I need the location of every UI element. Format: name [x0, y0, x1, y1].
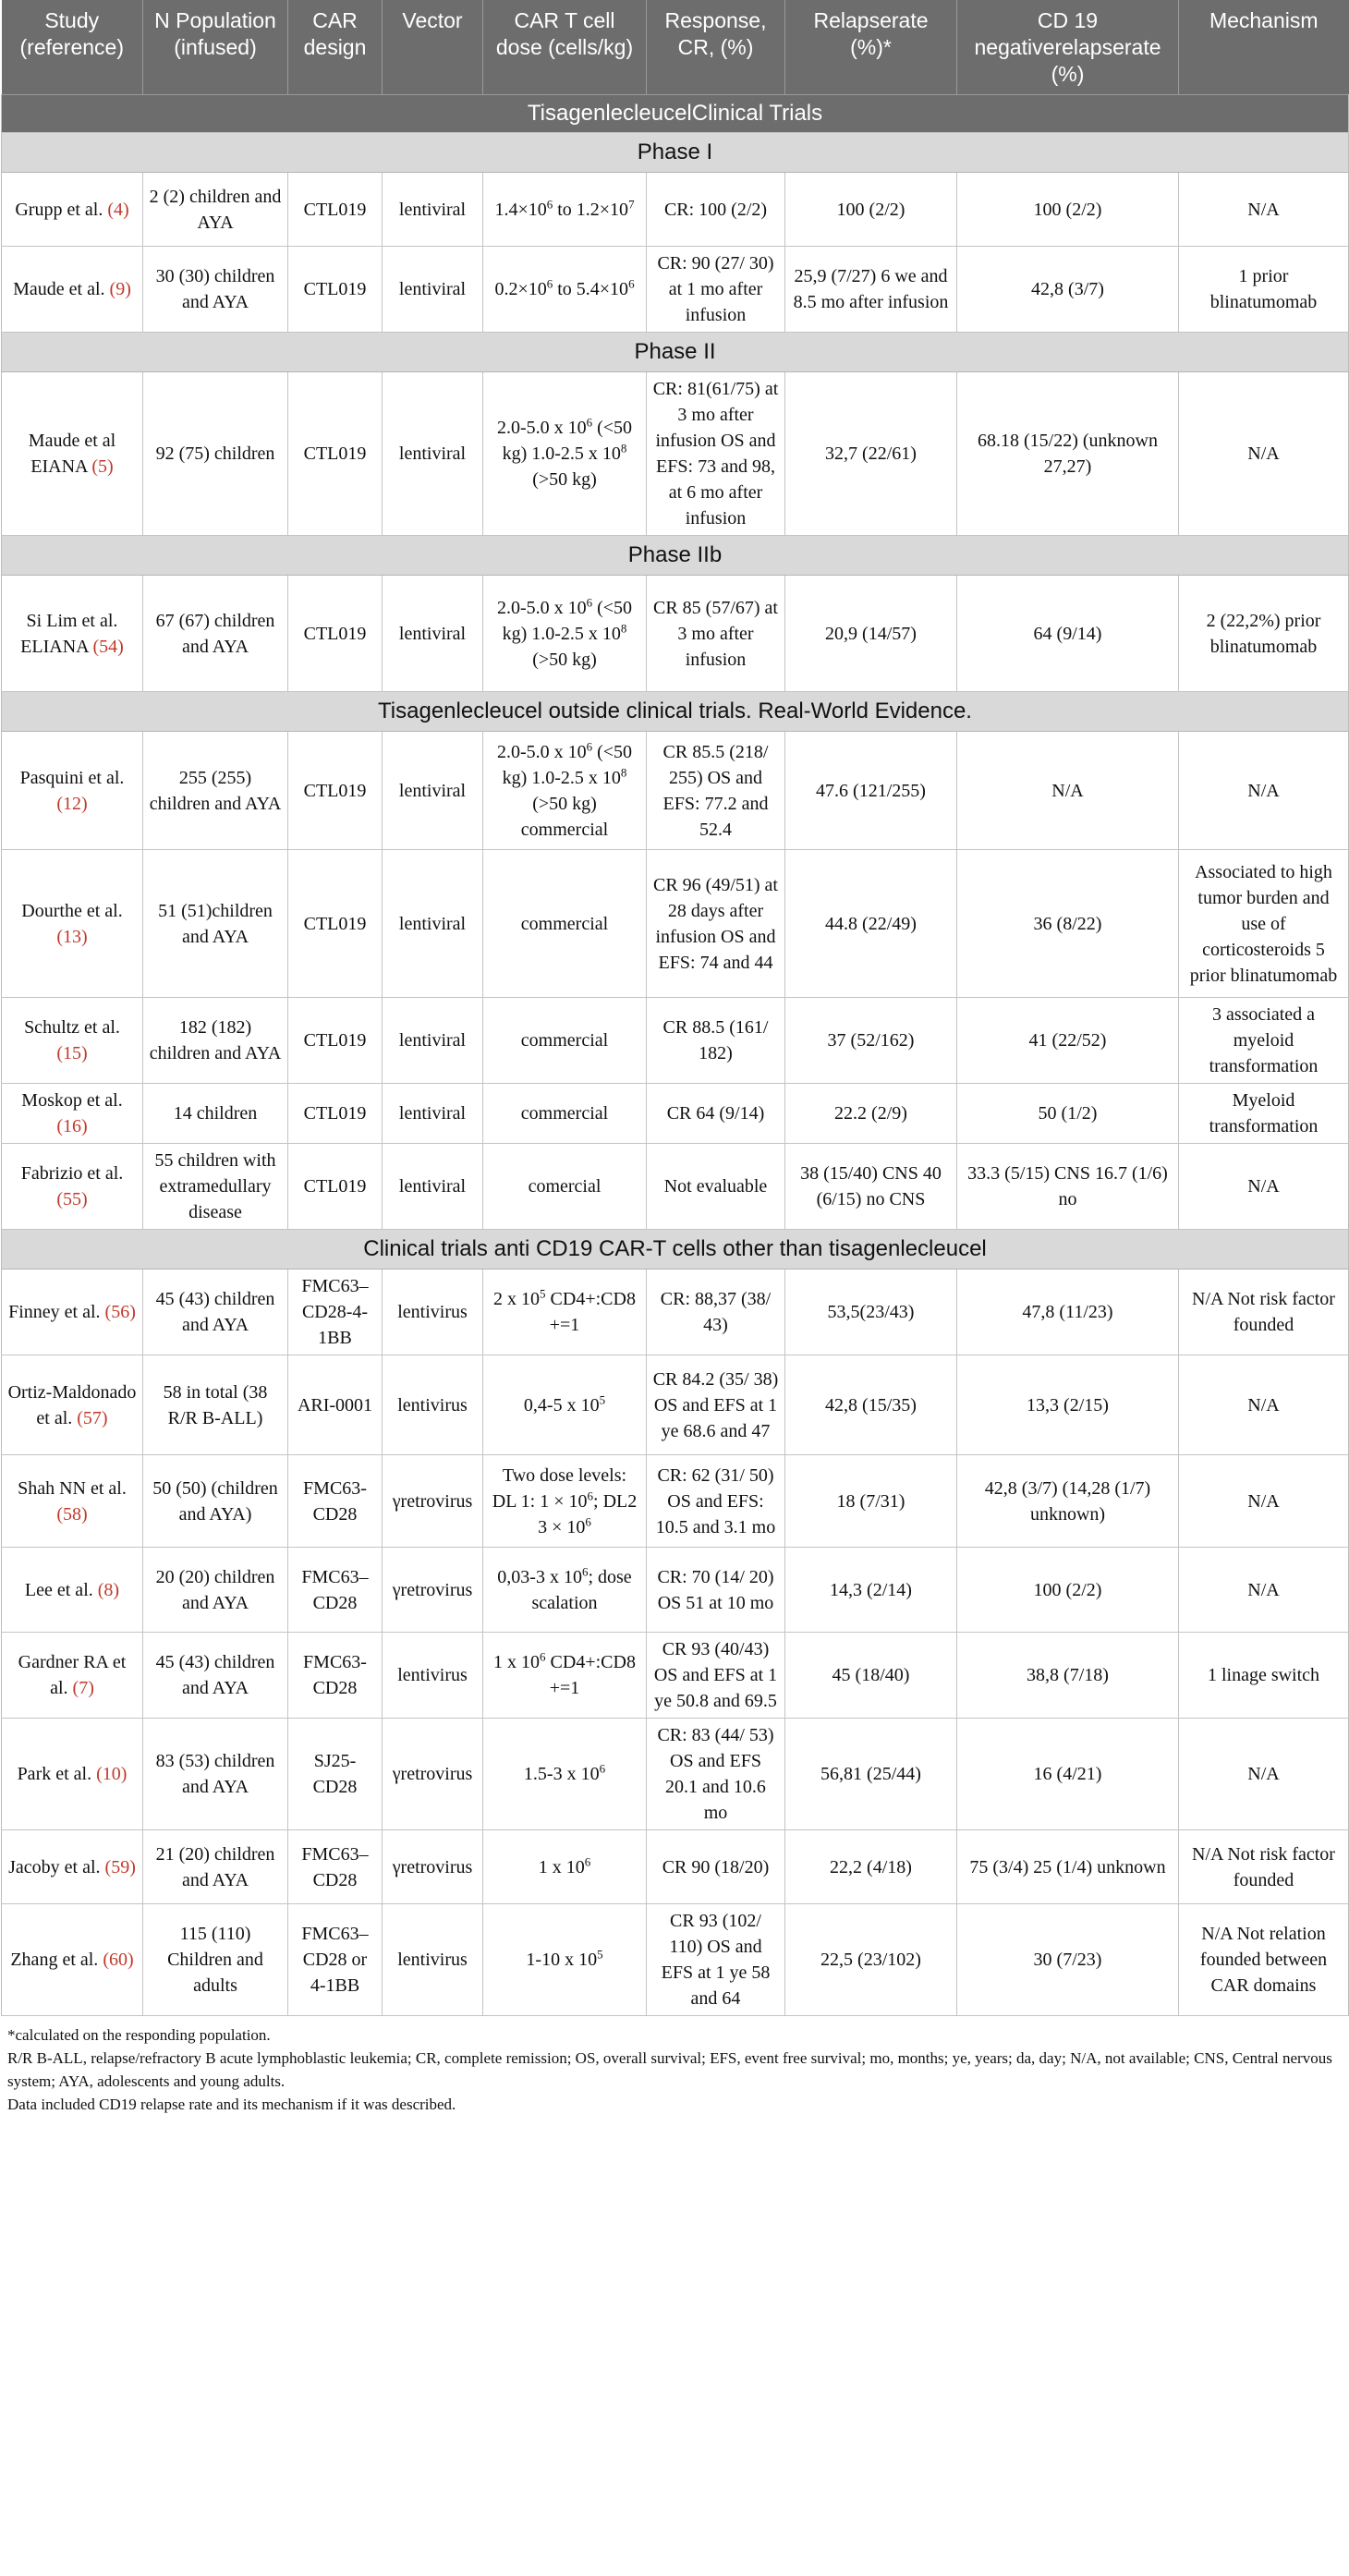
car-design-cell: CTL019	[288, 998, 383, 1084]
table-row	[2, 1355, 1349, 1455]
study-name: Si Lim et al. ELIANA	[20, 610, 118, 657]
vector-cell: lentiviral	[383, 1084, 483, 1144]
car-t-trials-table	[1, 0, 1349, 2016]
car-design-cell: CTL019	[288, 173, 383, 247]
study-name: Gardner RA et al.	[18, 1652, 127, 1699]
dose-cell	[483, 732, 647, 850]
mechanism-cell: N/A	[1179, 372, 1349, 536]
car-design-cell: FMC63–CD28-4-1BB	[288, 1270, 383, 1355]
study-name: Pasquini et al.	[19, 767, 125, 788]
vector-cell: γretrovirus	[383, 1548, 483, 1633]
population-cell: 182 (182) children and AYA	[143, 998, 288, 1084]
dose-exponent: 6	[546, 197, 553, 212]
dose-cell	[483, 173, 647, 247]
cd19-negative-relapse-cell: 38,8 (7/18)	[957, 1633, 1179, 1719]
table-row	[2, 1633, 1349, 1719]
population-cell: 83 (53) children and AYA	[143, 1719, 288, 1830]
relapse-rate-cell: 32,7 (22/61)	[785, 372, 957, 536]
mechanism-cell: N/A Not risk factor founded	[1179, 1270, 1349, 1355]
study-name: Finney et al.	[8, 1302, 101, 1323]
dose-exponent: 8	[620, 441, 627, 456]
cd19-negative-relapse-cell: 42,8 (3/7) (14,28 (1/7) unknown)	[957, 1455, 1179, 1548]
study-reference-link[interactable]: (55)	[56, 1189, 88, 1210]
vector-cell: lentiviral	[383, 247, 483, 333]
dose-cell	[483, 998, 647, 1084]
dose-text: ; DL2 3 × 10	[538, 1490, 638, 1537]
cd19-negative-relapse-cell: 47,8 (11/23)	[957, 1270, 1179, 1355]
header-population: N Population (infused)	[143, 0, 288, 95]
response-cell: CR 90 (18/20)	[647, 1830, 785, 1904]
study-reference-link[interactable]: (16)	[56, 1116, 88, 1137]
response-cell: CR 85.5 (218/ 255) OS and EFS: 77.2 and 52.4	[647, 732, 785, 850]
cd19-negative-relapse-cell: 68.18 (15/22) (unknown 27,27)	[957, 372, 1179, 536]
dose-cell	[483, 1455, 647, 1548]
response-cell: CR: 81(61/75) at 3 mo after infusion OS and EFS: 73 and 98, at 6 mo after infusion	[647, 372, 785, 536]
population-cell: 50 (50) (children and AYA)	[143, 1455, 288, 1548]
vector-cell: lentivirus	[383, 1904, 483, 2016]
vector-cell: lentiviral	[383, 998, 483, 1084]
mechanism-cell: N/A	[1179, 732, 1349, 850]
population-cell: 2 (2) children and AYA	[143, 173, 288, 247]
response-cell: CR: 100 (2/2)	[647, 173, 785, 247]
car-design-cell: CTL019	[288, 576, 383, 692]
section-row	[2, 1230, 1349, 1270]
dose-text: 1 x 10	[538, 1856, 585, 1877]
header-mechanism: Mechanism	[1179, 0, 1349, 95]
relapse-rate-cell: 20,9 (14/57)	[785, 576, 957, 692]
study-reference-link[interactable]: (15)	[56, 1043, 88, 1064]
dose-cell	[483, 247, 647, 333]
study-cell	[2, 1830, 143, 1904]
dose-exponent: 6	[599, 1761, 606, 1776]
study-cell	[2, 1904, 143, 2016]
table-header	[2, 0, 1349, 95]
cd19-negative-relapse-cell: 50 (1/2)	[957, 1084, 1179, 1144]
dose-text: comercial	[528, 1176, 602, 1197]
population-cell: 51 (51)children and AYA	[143, 850, 288, 998]
study-name: Shah NN et al.	[18, 1477, 127, 1499]
relapse-rate-cell: 22,2 (4/18)	[785, 1830, 957, 1904]
study-reference-link[interactable]: (54)	[92, 636, 124, 657]
dose-text: 1 x 10	[493, 1652, 541, 1673]
dose-cell	[483, 1355, 647, 1455]
study-reference-link[interactable]: (7)	[72, 1678, 94, 1699]
dose-exponent: 5	[540, 1286, 546, 1301]
table-row	[2, 173, 1349, 247]
study-name: Grupp et al.	[15, 199, 103, 220]
dose-exponent: 6	[586, 415, 593, 430]
population-cell: 115 (110) Children and adults	[143, 1904, 288, 2016]
population-cell: 20 (20) children and AYA	[143, 1548, 288, 1633]
dose-cell	[483, 850, 647, 998]
table-row	[2, 1719, 1349, 1830]
vector-cell: lentivirus	[383, 1355, 483, 1455]
section-label: Tisagenlecleucel outside clinical trials. Real-World Evidence.	[2, 692, 1349, 732]
dose-text: commercial	[520, 1030, 609, 1051]
relapse-rate-cell: 42,8 (15/35)	[785, 1355, 957, 1455]
header-relapse-rate: Relapserate (%)*	[785, 0, 957, 95]
dose-cell	[483, 1548, 647, 1633]
dose-text: 0.2×10	[494, 279, 547, 300]
cd19-negative-relapse-cell: 30 (7/23)	[957, 1904, 1179, 2016]
table-row	[2, 998, 1349, 1084]
mechanism-cell: Associated to high tumor burden and use of corticosteroids 5 prior blinatumomab	[1179, 850, 1349, 998]
dose-text: 1.4×10	[494, 199, 547, 220]
study-reference-link[interactable]: (58)	[56, 1503, 88, 1525]
cd19-negative-relapse-cell: 36 (8/22)	[957, 850, 1179, 998]
mechanism-cell: N/A	[1179, 1719, 1349, 1830]
study-name: Dourthe et al.	[21, 900, 123, 921]
footnote: *calculated on the responding population.	[7, 2026, 271, 2045]
table-row	[2, 732, 1349, 850]
study-reference-link[interactable]: (13)	[56, 926, 88, 947]
car-design-cell: FMC63-CD28	[288, 1455, 383, 1548]
study-cell	[2, 173, 143, 247]
mechanism-cell: Myeloid transformation	[1179, 1084, 1349, 1144]
vector-cell: lentiviral	[383, 372, 483, 536]
dose-exponent: 6	[585, 1514, 591, 1529]
vector-cell: lentivirus	[383, 1270, 483, 1355]
table-row	[2, 1084, 1349, 1144]
dose-exponent: 6	[628, 276, 635, 291]
vector-cell: lentiviral	[383, 1144, 483, 1230]
dose-text: 2.0-5.0 x 10	[496, 597, 587, 618]
table-row	[2, 1270, 1349, 1355]
study-cell	[2, 372, 143, 536]
table-row	[2, 1830, 1349, 1904]
dose-exponent: 6	[584, 1854, 591, 1869]
dose-exponent: 6	[540, 1649, 546, 1664]
relapse-rate-cell: 47.6 (121/255)	[785, 732, 957, 850]
study-name: Maude et al.	[13, 279, 105, 300]
study-cell	[2, 1548, 143, 1633]
dose-cell	[483, 1270, 647, 1355]
study-cell	[2, 732, 143, 850]
section-row	[2, 133, 1349, 173]
car-design-cell: CTL019	[288, 1144, 383, 1230]
response-cell: CR 85 (57/67) at 3 mo after infusion	[647, 576, 785, 692]
population-cell: 45 (43) children and AYA	[143, 1633, 288, 1719]
study-cell	[2, 576, 143, 692]
table-row	[2, 850, 1349, 998]
population-cell: 21 (20) children and AYA	[143, 1830, 288, 1904]
population-cell: 30 (30) children and AYA	[143, 247, 288, 333]
study-reference-link[interactable]: (5)	[91, 456, 114, 478]
cd19-negative-relapse-cell: N/A	[957, 732, 1179, 850]
study-name: Schultz et al.	[24, 1017, 120, 1039]
response-cell: CR 93 (40/43) OS and EFS at 1 ye 50.8 and 69.5	[647, 1633, 785, 1719]
vector-cell: γretrovirus	[383, 1455, 483, 1548]
cd19-negative-relapse-cell: 33.3 (5/15) CNS 16.7 (1/6) no	[957, 1144, 1179, 1230]
study-reference-link[interactable]: (59)	[104, 1856, 136, 1877]
dose-exponent: 5	[599, 1392, 606, 1407]
vector-cell: lentiviral	[383, 173, 483, 247]
dose-text: 0,4-5 x 10	[523, 1394, 600, 1416]
mechanism-cell: 2 (22,2%) prior blinatumomab	[1179, 576, 1349, 692]
relapse-rate-cell: 25,9 (7/27) 6 we and 8.5 mo after infusion	[785, 247, 957, 333]
vector-cell: lentiviral	[383, 576, 483, 692]
mechanism-cell: N/A	[1179, 1355, 1349, 1455]
study-cell	[2, 1719, 143, 1830]
study-reference-link[interactable]: (10)	[96, 1764, 128, 1785]
dose-text: (>50 kg)	[532, 469, 597, 491]
section-label: Phase IIb	[2, 536, 1349, 576]
response-cell: Not evaluable	[647, 1144, 785, 1230]
section-row	[2, 536, 1349, 576]
dose-text: (>50 kg)	[532, 649, 597, 670]
dose-cell	[483, 1084, 647, 1144]
population-cell: 92 (75) children	[143, 372, 288, 536]
dose-text: 2.0-5.0 x 10	[496, 418, 587, 439]
footnotes	[0, 2016, 1349, 2116]
response-cell: CR 96 (49/51) at 28 days after infusion OS and EFS: 74 and 44	[647, 850, 785, 998]
dose-exponent: 6	[587, 1488, 594, 1503]
study-name: Jacoby et al.	[8, 1856, 101, 1877]
car-design-cell: CTL019	[288, 372, 383, 536]
cd19-negative-relapse-cell: 16 (4/21)	[957, 1719, 1179, 1830]
relapse-rate-cell: 22.2 (2/9)	[785, 1084, 957, 1144]
car-design-cell: FMC63–CD28	[288, 1830, 383, 1904]
study-name: Park et al.	[17, 1764, 92, 1785]
population-cell: 58 in total (38 R/R B-ALL)	[143, 1355, 288, 1455]
study-cell	[2, 850, 143, 998]
response-cell: CR: 70 (14/ 20) OS 51 at 10 mo	[647, 1548, 785, 1633]
response-cell: CR: 90 (27/ 30) at 1 mo after infusion	[647, 247, 785, 333]
dose-text: to 5.4×10	[553, 279, 629, 300]
study-reference-link[interactable]: (4)	[107, 199, 129, 220]
dose-text: (<50 kg) 1.0-2.5 x 10	[502, 418, 633, 465]
header-row	[2, 0, 1349, 95]
dose-text: to 1.2×10	[553, 199, 629, 220]
header-study: Study (reference)	[2, 0, 143, 95]
population-cell: 14 children	[143, 1084, 288, 1144]
dose-text: Two dose levels: DL 1: 1 × 10	[492, 1464, 627, 1512]
relapse-rate-cell: 45 (18/40)	[785, 1633, 957, 1719]
car-design-cell: FMC63-CD28	[288, 1633, 383, 1719]
section-row	[2, 692, 1349, 732]
dose-cell	[483, 576, 647, 692]
study-name: Lee et al.	[24, 1579, 93, 1600]
car-design-cell: CTL019	[288, 247, 383, 333]
table-row	[2, 576, 1349, 692]
study-cell	[2, 1355, 143, 1455]
dose-exponent: 6	[546, 276, 553, 291]
study-reference-link[interactable]: (56)	[104, 1302, 136, 1323]
study-name: Zhang et al.	[10, 1950, 99, 1971]
study-cell	[2, 1633, 143, 1719]
response-cell: CR 93 (102/ 110) OS and EFS at 1 ye 58 and 64	[647, 1904, 785, 2016]
dose-text: (>50 kg) commercial	[520, 793, 609, 840]
mechanism-cell: N/A	[1179, 173, 1349, 247]
relapse-rate-cell: 14,3 (2/14)	[785, 1548, 957, 1633]
relapse-rate-cell: 37 (52/162)	[785, 998, 957, 1084]
footnote: R/R B-ALL, relapse/refractory B acute lymphoblastic leukemia; CR, complete remission; OS, overall survival; EFS, event free survival; mo, months; ye, years; da, day; N/A, not available; CNS, Central nervous system; AYA, adolescents and young adults.	[7, 2049, 1332, 2091]
dose-exponent: 6	[586, 739, 593, 754]
dose-text: 0,03-3 x 10	[497, 1566, 582, 1587]
relapse-rate-cell: 22,5 (23/102)	[785, 1904, 957, 2016]
response-cell: CR 84.2 (35/ 38) OS and EFS at 1 ye 68.6 and 47	[647, 1355, 785, 1455]
table-row	[2, 1904, 1349, 2016]
dose-text: (<50 kg) 1.0-2.5 x 10	[502, 741, 633, 788]
dose-text: commercial	[520, 1103, 609, 1124]
dose-text: commercial	[520, 913, 609, 934]
section-row	[2, 333, 1349, 372]
relapse-rate-cell: 53,5(23/43)	[785, 1270, 957, 1355]
section-label: Clinical trials anti CD19 CAR-T cells other than tisagenlecleucel	[2, 1230, 1349, 1270]
dose-exponent: 6	[581, 1564, 589, 1579]
mechanism-cell: 1 prior blinatumomab	[1179, 247, 1349, 333]
mechanism-cell: N/A	[1179, 1455, 1349, 1548]
response-cell: CR 64 (9/14)	[647, 1084, 785, 1144]
dose-text: (<50 kg) 1.0-2.5 x 10	[502, 597, 633, 644]
relapse-rate-cell: 38 (15/40) CNS 40 (6/15) no CNS	[785, 1144, 957, 1230]
car-design-cell: CTL019	[288, 732, 383, 850]
study-reference-link[interactable]: (12)	[56, 793, 88, 814]
dose-exponent: 8	[620, 621, 627, 636]
section-label: Phase I	[2, 133, 1349, 173]
section-label: Phase II	[2, 333, 1349, 372]
study-reference-link[interactable]: (60)	[103, 1950, 134, 1971]
dose-exponent: 5	[597, 1947, 603, 1962]
mechanism-cell: 1 linage switch	[1179, 1633, 1349, 1719]
mechanism-cell: N/A	[1179, 1548, 1349, 1633]
vector-cell: lentiviral	[383, 850, 483, 998]
header-vector: Vector	[383, 0, 483, 95]
dose-cell	[483, 1904, 647, 2016]
table-row	[2, 372, 1349, 536]
table-body	[2, 95, 1349, 2016]
table-row	[2, 247, 1349, 333]
header-cd19-negative-relapse: CD 19 negativerelapserate (%)	[957, 0, 1179, 95]
table-row	[2, 1548, 1349, 1633]
study-name: Moskop et al.	[21, 1090, 123, 1112]
study-cell	[2, 998, 143, 1084]
dose-exponent: 7	[628, 197, 635, 212]
title-row	[2, 95, 1349, 133]
car-design-cell: FMC63–CD28	[288, 1548, 383, 1633]
population-cell: 55 children with extramedullary disease	[143, 1144, 288, 1230]
study-cell	[2, 1455, 143, 1548]
population-cell: 45 (43) children and AYA	[143, 1270, 288, 1355]
study-cell	[2, 1144, 143, 1230]
study-reference-link[interactable]: (9)	[109, 279, 131, 300]
dose-text: ; dose scalation	[531, 1566, 632, 1613]
dose-cell	[483, 1144, 647, 1230]
cd19-negative-relapse-cell: 13,3 (2/15)	[957, 1355, 1179, 1455]
population-cell: 67 (67) children and AYA	[143, 576, 288, 692]
car-design-cell: FMC63–CD28 or 4-1BB	[288, 1904, 383, 2016]
cd19-negative-relapse-cell: 64 (9/14)	[957, 576, 1179, 692]
study-reference-link[interactable]: (57)	[77, 1407, 108, 1428]
relapse-rate-cell: 100 (2/2)	[785, 173, 957, 247]
dose-text: CD4+:CD8 +=1	[545, 1289, 636, 1336]
footnote: Data included CD19 relapse rate and its mechanism if it was described.	[7, 2096, 456, 2114]
dose-cell	[483, 1719, 647, 1830]
dose-cell	[483, 1830, 647, 1904]
cd19-negative-relapse-cell: 41 (22/52)	[957, 998, 1179, 1084]
vector-cell: lentivirus	[383, 1633, 483, 1719]
study-name: Fabrizio et al.	[20, 1163, 124, 1185]
study-cell	[2, 1084, 143, 1144]
dose-cell	[483, 372, 647, 536]
mechanism-cell: N/A Not relation founded between CAR domains	[1179, 1904, 1349, 2016]
study-reference-link[interactable]: (8)	[97, 1579, 120, 1600]
vector-cell: lentiviral	[383, 732, 483, 850]
cd19-negative-relapse-cell: 75 (3/4) 25 (1/4) unknown	[957, 1830, 1179, 1904]
mechanism-cell: N/A	[1179, 1144, 1349, 1230]
vector-cell: γretrovirus	[383, 1719, 483, 1830]
response-cell: CR: 88,37 (38/ 43)	[647, 1270, 785, 1355]
table-row	[2, 1455, 1349, 1548]
header-car-design: CAR design	[288, 0, 383, 95]
dose-exponent: 8	[620, 765, 627, 780]
table-row	[2, 1144, 1349, 1230]
response-cell: CR: 62 (31/ 50) OS and EFS: 10.5 and 3.1 mo	[647, 1455, 785, 1548]
response-cell: CR 88.5 (161/ 182)	[647, 998, 785, 1084]
dose-text: 2.0-5.0 x 10	[496, 741, 587, 762]
relapse-rate-cell: 44.8 (22/49)	[785, 850, 957, 998]
vector-cell: γretrovirus	[383, 1830, 483, 1904]
car-design-cell: CTL019	[288, 1084, 383, 1144]
cd19-negative-relapse-cell: 100 (2/2)	[957, 173, 1179, 247]
dose-cell	[483, 1633, 647, 1719]
dose-text: 1.5-3 x 10	[523, 1764, 600, 1785]
header-response: Response, CR, (%)	[647, 0, 785, 95]
mechanism-cell: N/A Not risk factor founded	[1179, 1830, 1349, 1904]
response-cell: CR: 83 (44/ 53) OS and EFS 20.1 and 10.6 mo	[647, 1719, 785, 1830]
dose-exponent: 6	[586, 595, 593, 610]
header-dose: CAR T cell dose (cells/kg)	[483, 0, 647, 95]
cd19-negative-relapse-cell: 100 (2/2)	[957, 1548, 1179, 1633]
cd19-negative-relapse-cell: 42,8 (3/7)	[957, 247, 1179, 333]
study-name: Maude et al EIANA	[28, 431, 116, 478]
dose-text: 1-10 x 10	[526, 1950, 598, 1971]
study-name: Ortiz-Maldonado et al.	[7, 1381, 137, 1428]
study-cell	[2, 247, 143, 333]
title-row-label: TisagenlecleucelClinical Trials	[2, 95, 1349, 133]
population-cell: 255 (255) children and AYA	[143, 732, 288, 850]
mechanism-cell: 3 associated a myeloid transformation	[1179, 998, 1349, 1084]
car-design-cell: ARI-0001	[288, 1355, 383, 1455]
car-design-cell: CTL019	[288, 850, 383, 998]
study-cell	[2, 1270, 143, 1355]
dose-text: CD4+:CD8 +=1	[545, 1652, 636, 1699]
dose-text: 2 x 10	[493, 1289, 541, 1310]
car-design-cell: SJ25-CD28	[288, 1719, 383, 1830]
relapse-rate-cell: 56,81 (25/44)	[785, 1719, 957, 1830]
relapse-rate-cell: 18 (7/31)	[785, 1455, 957, 1548]
